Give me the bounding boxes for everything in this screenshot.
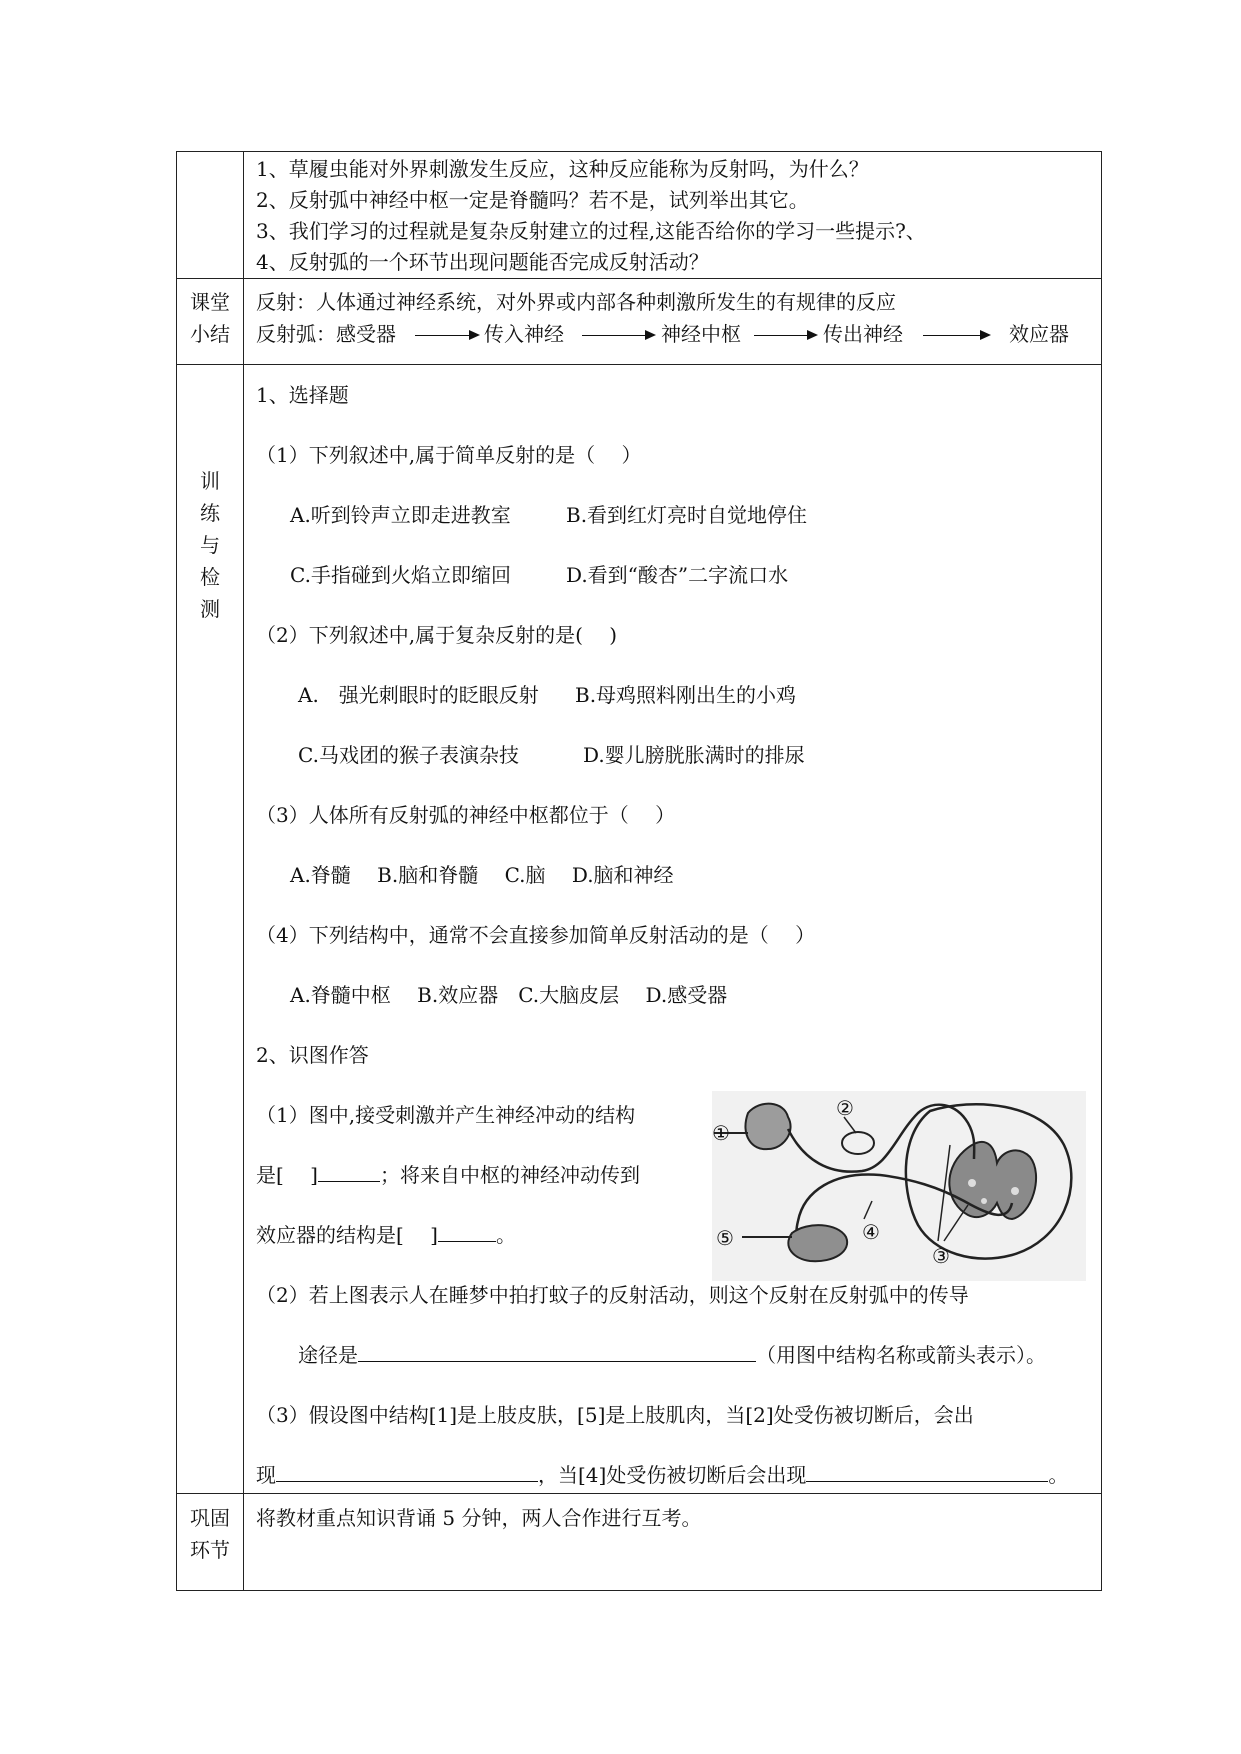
- answer-blank[interactable]: [438, 1221, 496, 1242]
- consolidation-row: [177, 1493, 1101, 1592]
- option-text: A. 强光刺眼时的眨眼反射: [298, 683, 539, 707]
- option-text: B.看到红灯亮时自觉地停住: [566, 503, 808, 527]
- training-label-char: 与: [200, 533, 220, 557]
- option-text: B.母鸡照料刚出生的小鸡: [575, 683, 797, 707]
- figure-question-text: 效应器的结构是[ ]: [256, 1223, 438, 1247]
- arc-arrow: [923, 335, 989, 336]
- figure-question-text: （1）图中,接受刺激并产生神经冲动的结构: [256, 1103, 636, 1127]
- discussion-row: [177, 152, 1101, 278]
- marker-4: ④: [862, 1220, 880, 1244]
- marker-leader-line: [944, 1205, 968, 1241]
- section-title: 1、选择题: [256, 383, 349, 407]
- spinal-ganglion: [842, 1132, 874, 1154]
- arc-arrow: [415, 335, 478, 336]
- training-label-char: 检: [200, 565, 220, 589]
- discussion-line: 2、反射弧中神经中枢一定是脊髓吗？若不是，试列举出其它。: [256, 188, 809, 212]
- option-text: A.脊髓中枢 B.效应器 C.大脑皮层 D.感受器: [290, 983, 728, 1007]
- question-text: ，当[4]处受伤被切断后会出现: [538, 1463, 807, 1487]
- figure-question-text: [256, 1161, 640, 1189]
- reflex-arc-figure: [712, 1091, 1086, 1281]
- afferent-nerve: [788, 1105, 974, 1172]
- consolidation-label-line2: 环节: [190, 1538, 230, 1562]
- grey-matter-speck: [968, 1179, 976, 1187]
- question-text: 途径是: [298, 1343, 358, 1367]
- training-label-char: 训: [200, 469, 220, 493]
- option-text: D.婴儿膀胱胀满时的排尿: [583, 743, 805, 767]
- reflex-arc-diagram: [712, 1091, 1086, 1281]
- reflex-arc-prefix: 反射弧：: [256, 322, 336, 346]
- summary-label-line1: 课堂: [190, 290, 230, 314]
- figure-question-text: ；将来自中枢的神经冲动传到: [379, 1163, 640, 1187]
- option-text: A.听到铃声立即走进教室: [290, 503, 511, 527]
- arc-step-nerve-center: 神经中枢: [661, 322, 741, 346]
- arc-step-efferent-nerve: 传出神经: [823, 322, 903, 346]
- summary-row: [177, 278, 1101, 364]
- marker-5: ⑤: [716, 1226, 734, 1250]
- question-text: （3）假设图中结构[1]是上肢皮肤，[5]是上肢肌肉，当[2]处受伤被切断后，会出: [256, 1403, 974, 1427]
- question-text: [298, 1341, 1046, 1369]
- training-label-char: 测: [200, 597, 220, 621]
- grey-matter: [949, 1142, 1036, 1219]
- option-text: C.马戏团的猴子表演杂技: [298, 743, 519, 767]
- marker-3: ③: [932, 1244, 950, 1268]
- question-stem: （3）人体所有反射弧的神经中枢都位于（ ）: [256, 803, 676, 827]
- question-stem: （1）下列叙述中,属于简单反射的是（ ）: [256, 443, 642, 467]
- lesson-table: [176, 151, 1102, 1591]
- summary-label-line2: 小结: [190, 322, 230, 346]
- arc-arrow: [582, 335, 654, 336]
- question-stem: （4）下列结构中，通常不会直接参加简单反射活动的是（ ）: [256, 923, 816, 947]
- question-text: （2）若上图表示人在睡梦中拍打蚊子的反射活动，则这个反射在反射弧中的传导: [256, 1283, 969, 1307]
- grey-matter-speck: [1011, 1187, 1019, 1195]
- answer-blank[interactable]: [276, 1461, 538, 1482]
- figure-question-text: 。: [495, 1223, 516, 1247]
- arc-step-afferent-nerve: 传入神经: [484, 322, 564, 346]
- option-text: D.看到“酸杏”二字流口水: [566, 563, 789, 587]
- option-text: A.脊髓 B.脑和脊髓 C.脑 D.脑和神经: [290, 863, 674, 887]
- marker-2: ②: [836, 1096, 854, 1120]
- discussion-line: 3、我们学习的过程就是复杂反射建立的过程,这能否给你的学习一些提示?、: [256, 219, 926, 243]
- figure-question-text: [256, 1221, 516, 1249]
- figure-question-text: 是[ ]: [256, 1163, 318, 1187]
- arc-arrow: [754, 335, 816, 336]
- option-text: C.手指碰到火焰立即缩回: [290, 563, 511, 587]
- discussion-line: 1、草履虫能对外界刺激发生反应，这种反应能称为反射吗，为什么？: [256, 157, 869, 181]
- section-title: 2、识图作答: [256, 1043, 369, 1067]
- discussion-line: 4、反射弧的一个环节出现问题能否完成反射活动？: [256, 250, 709, 274]
- marker-leader-line: [864, 1201, 872, 1219]
- training-label-char: 练: [200, 501, 220, 525]
- reflex-definition: 反射：人体通过神经系统，对外界或内部各种刺激所发生的有规律的反应: [256, 290, 896, 314]
- receptor-skin: [745, 1104, 790, 1150]
- question-text: 。: [1048, 1463, 1069, 1487]
- arc-step-effector: 效应器: [1009, 322, 1069, 346]
- answer-blank[interactable]: [806, 1461, 1048, 1482]
- arc-step-receptor: 感受器: [336, 322, 396, 346]
- training-row: [177, 364, 1101, 1493]
- consolidation-text: 将教材重点知识背诵 5 分钟，两人合作进行互考。: [256, 1506, 702, 1530]
- question-text: （用图中结构名称或箭头表示）。: [756, 1343, 1046, 1367]
- marker-1: ①: [712, 1121, 730, 1145]
- grey-matter-speck: [981, 1198, 987, 1204]
- consolidation-label-line1: 巩固: [190, 1506, 230, 1530]
- effector-muscle: [788, 1225, 847, 1261]
- answer-blank[interactable]: [318, 1161, 380, 1182]
- question-stem: （2）下列叙述中,属于复杂反射的是( ): [256, 623, 618, 647]
- question-text: [256, 1461, 1068, 1489]
- answer-blank[interactable]: [358, 1341, 756, 1362]
- question-text: 现: [256, 1463, 276, 1487]
